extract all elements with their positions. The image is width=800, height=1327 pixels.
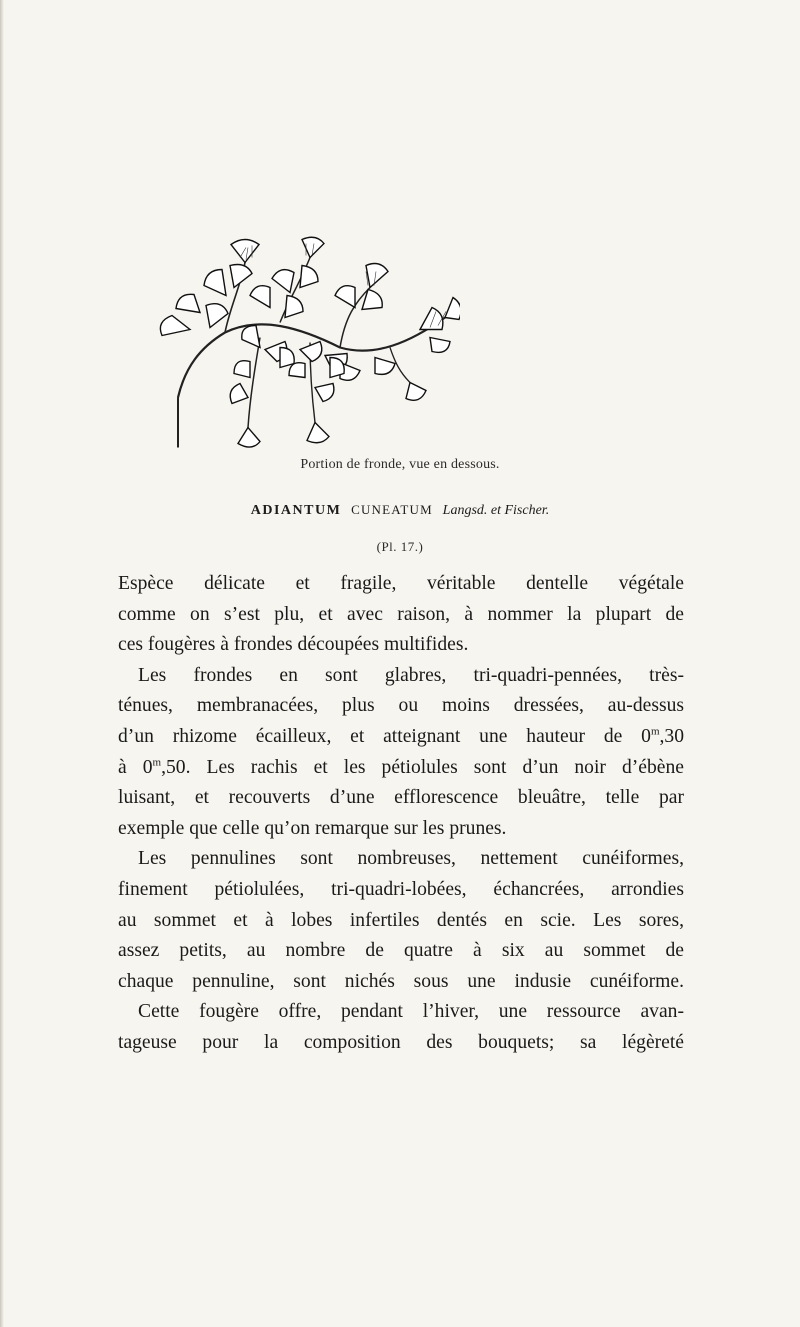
text-line bbox=[118, 753, 684, 784]
text-segment: d’un rhizome écailleux, et atteignant une hauteur de 0 bbox=[118, 725, 651, 747]
species-authors: Langsd. et Fischer. bbox=[442, 503, 550, 518]
text-line: ces fougères à frondes découpées multifides. bbox=[118, 634, 469, 656]
species-heading bbox=[0, 502, 800, 519]
illustration-caption: Portion de fronde, vue en dessous. bbox=[300, 457, 500, 472]
species-epithet: CUNEATUM bbox=[351, 502, 433, 517]
text-line: Les frondes en sont glabres, tri-quadri-pennées, très- bbox=[138, 664, 684, 686]
text-line: Cette fougère offre, pendant l’hiver, une ressource avan- bbox=[138, 1001, 684, 1023]
genus-name: ADIANTUM bbox=[250, 503, 342, 518]
text-line: finement pétiolulées, tri-quadri-lobées, échancrées, arrondies bbox=[118, 878, 684, 900]
unit-superscript: m bbox=[650, 725, 660, 738]
text-line: chaque pennuline, sont nichés sous une indusie cunéiforme. bbox=[118, 970, 684, 992]
text-segment: ,50. Les rachis et les pétiolules sont d’un noir d’ébène bbox=[161, 756, 684, 778]
text-line: tageuse pour la composition des bouquets; sa légèreté bbox=[118, 1031, 684, 1053]
text-line: Espèce délicate et fragile, véritable dentelle végétale bbox=[118, 573, 684, 594]
text-line bbox=[118, 722, 684, 753]
text-line: au sommet et à lobes infertiles dentés en scie. Les sores, bbox=[118, 909, 684, 931]
body-text bbox=[118, 569, 684, 1059]
text-line: comme on s’est plu, et avec raison, à nommer la plupart de bbox=[118, 603, 684, 625]
text-line: assez petits, au nombre de quatre à six au sommet de bbox=[118, 940, 684, 962]
page-edge bbox=[0, 0, 4, 1327]
text-line: Les pennulines sont nombreuses, nettement cunéiformes, bbox=[138, 848, 684, 870]
text-segment: à 0 bbox=[118, 756, 153, 778]
fern-illustration bbox=[130, 225, 460, 480]
text-segment: ,30 bbox=[659, 725, 684, 747]
text-line: exemple que celle qu’on remarque sur les prunes. bbox=[118, 817, 507, 839]
unit-superscript: m bbox=[152, 756, 162, 769]
text-line: luisant, et recouverts d’une efflorescence bleuâtre, telle par bbox=[118, 787, 684, 809]
plate-reference: (Pl. 17.) bbox=[376, 539, 424, 554]
text-line: ténues, membranacées, plus ou moins dressées, au-dessus bbox=[118, 695, 684, 717]
